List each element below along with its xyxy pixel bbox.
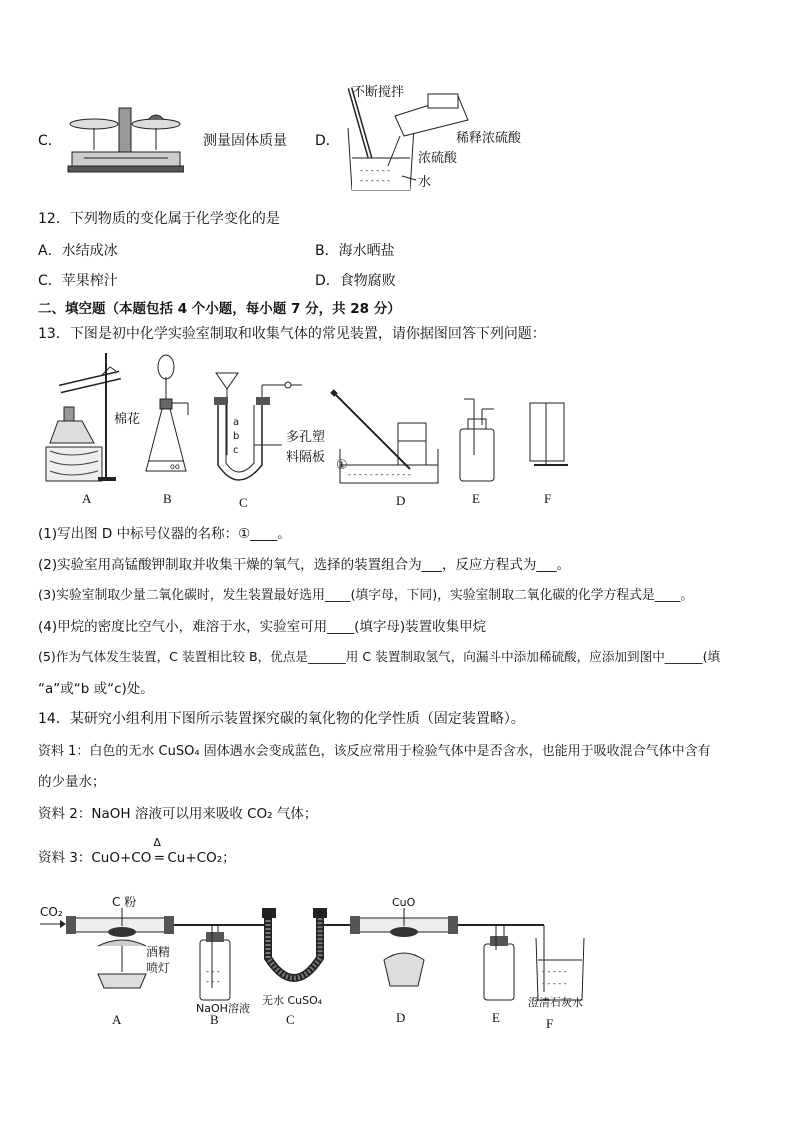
label-D: D	[396, 493, 406, 508]
label-lamp-2: 喷灯	[146, 961, 171, 975]
label-C2: C	[286, 1012, 295, 1027]
apparatus-a	[46, 353, 140, 481]
q12-option-d: D．食物腐败	[315, 273, 396, 289]
svg-text:- - - - -: - - - - -	[542, 967, 567, 976]
label-plate-1: 多孔塑	[286, 430, 326, 445]
balance-figure	[64, 100, 184, 180]
label-cotton: 棉花	[114, 412, 141, 427]
ref3-suffix: Cu+CO₂；	[167, 850, 236, 866]
q13-sub-5: (5)作为气体发生装置，C 装置相比较 B，优点是______用 C 装置制取氢气，向漏斗中添加稀硫酸，应添加到图中______(填	[38, 649, 721, 664]
label-naoh: NaOH溶液	[196, 1002, 250, 1015]
svg-text:- - - - -: - - - - -	[542, 979, 567, 988]
q13-sub-2: (2)实验室用高锰酸钾制取并收集干燥的氧气，选择的装置组合为___，反应方程式为___。	[38, 557, 571, 573]
dilution-figure	[340, 78, 570, 193]
label-B2: B	[210, 1012, 219, 1027]
carbon-oxide-figure	[38, 888, 598, 1033]
q12-option-b: B．海水晒盐	[315, 243, 395, 259]
label-cuo: CuO	[392, 896, 416, 909]
label-dilute: 稀释浓硫酸	[456, 131, 522, 146]
q14-stem: 14．某研究小组利用下图所示装置探究碳的氧化物的化学性质（固定装置略）。	[38, 711, 525, 727]
label-c: c	[233, 445, 239, 456]
svg-text:- - - - - - - - - - - -: - - - - - - - - - - - -	[348, 470, 411, 479]
svg-text:oo: oo	[170, 462, 180, 471]
label-limewater: 澄清石灰水	[528, 996, 583, 1009]
label-a: a	[233, 417, 240, 428]
label-stir: 不断搅拌	[352, 85, 405, 100]
option-c-label: C．	[38, 133, 62, 149]
apparatus-e	[460, 399, 494, 481]
label-b: b	[233, 431, 240, 442]
svg-text:- - -: - - -	[206, 967, 220, 976]
label-A2: A	[112, 1012, 122, 1027]
svg-text:- - - - - -: - - - - - -	[360, 176, 391, 185]
label-D2: D	[396, 1010, 406, 1025]
label-B: B	[163, 491, 172, 506]
q14-ref1-line2: 的少量水；	[38, 774, 106, 790]
label-plate-2: 料隔板	[286, 450, 326, 465]
q12-stem: 12．下列物质的变化属于化学变化的是	[38, 211, 280, 227]
label-mark-1: ①	[336, 458, 348, 473]
label-E: E	[472, 491, 480, 506]
q14-ref2: 资料 2：NaOH 溶液可以用来吸收 CO₂ 气体；	[38, 806, 318, 822]
ref3-prefix: 资料 3：CuO+CO	[38, 850, 152, 866]
ref3-condition: Δ	[153, 836, 161, 849]
apparatus-f	[530, 403, 568, 465]
svg-text:- - - - - -: - - - - - -	[360, 166, 391, 175]
option-d-label: D．	[315, 133, 340, 149]
label-A: A	[82, 491, 92, 506]
label-E2: E	[492, 1010, 500, 1025]
apparatus-d	[332, 391, 438, 483]
q13-sub-5-cont: “a”或“b 或“c)处。	[38, 681, 154, 697]
q13-stem: 13．下图是初中化学实验室制取和收集气体的常见装置，请你据图回答下列问题：	[38, 326, 546, 342]
label-C: C	[239, 495, 248, 510]
label-co2: CO₂	[40, 905, 63, 919]
q13-sub-1: (1)写出图 D 中标号仪器的名称：①____。	[38, 526, 291, 542]
option-c-text: 测量固体质量	[203, 133, 287, 149]
q14-ref1-line1: 资料 1：白色的无水 CuSO₄ 固体遇水会变成蓝色，该反应常用于检验气体中是否含水，也能用于吸收混合气体中含有	[38, 744, 711, 759]
label-water: 水	[418, 175, 432, 190]
label-F2: F	[546, 1016, 554, 1031]
q13-sub-3: (3)实验室制取少量二氧化碳时，发生装置最好选用____(填字母，下同)，实验室制取二氧化碳的化学方程式是____。	[38, 588, 694, 603]
q12-option-a: A．水结成冰	[38, 243, 118, 259]
label-lamp-1: 酒精	[146, 945, 171, 959]
label-cuso4: 无水 CuSO₄	[262, 994, 323, 1007]
svg-text:- - -: - - -	[206, 977, 220, 986]
q12-option-c: C．苹果榨汁	[38, 273, 118, 289]
gas-apparatus-figure	[38, 345, 578, 515]
q13-sub-4: (4)甲烷的密度比空气小，难溶于水，实验室可用____(填字母)装置收集甲烷	[38, 619, 487, 635]
apparatus-c	[214, 373, 325, 480]
label-acid: 浓硫酸	[418, 151, 458, 166]
label-c-powder: C 粉	[112, 895, 137, 909]
apparatus-b	[146, 355, 188, 471]
q14-ref3: 资料 3：CuO+CO Δ = Cu+CO₂；	[38, 836, 236, 866]
label-F: F	[544, 491, 552, 506]
section-title: 二、填空题（本题包括 4 个小题，每小题 7 分，共 28 分）	[38, 301, 401, 317]
